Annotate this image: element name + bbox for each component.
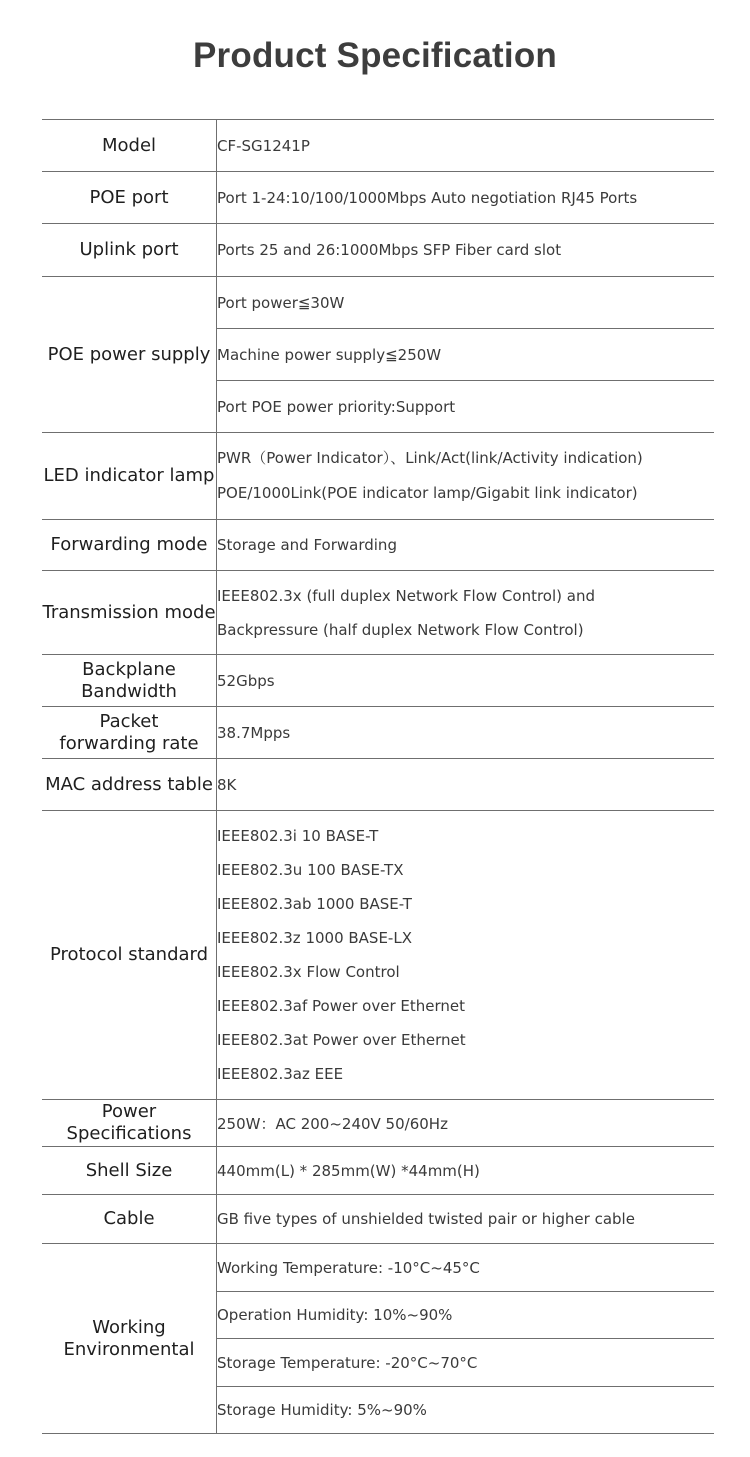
spec-label: Backplane Bandwidth [42, 655, 217, 707]
spec-row-power-specifications [42, 1100, 714, 1147]
spec-value-line: IEEE802.3i 10 BASE-T [217, 827, 379, 845]
spec-value-line: Backpressure (half duplex Network Flow Control) [217, 620, 584, 639]
spec-label: Protocol standard [42, 811, 217, 1100]
spec-row-transmission-mode [42, 571, 714, 655]
spec-label: LED indicator lamp [42, 433, 217, 520]
spec-value: CF-SG1241P [217, 120, 715, 172]
spec-value-line: IEEE802.3z 1000 BASE-LX [217, 929, 412, 947]
spec-row-forwarding-mode [42, 520, 714, 571]
spec-row-working-environmental [42, 1244, 714, 1292]
spec-label: Shell Size [42, 1147, 217, 1195]
spec-label: MAC address table [42, 759, 217, 811]
spec-row-packet-forwarding-rate [42, 707, 714, 759]
page-title: Product Specification [193, 36, 557, 75]
spec-row-protocol-standard [42, 811, 714, 1100]
spec-value-line: IEEE802.3az EEE [217, 1065, 344, 1083]
spec-label: Forwarding mode [42, 520, 217, 571]
spec-label: POE port [42, 172, 217, 224]
spec-row-model [42, 120, 714, 172]
spec-value [217, 571, 715, 655]
spec-label: Uplink port [42, 224, 217, 277]
spec-label: Transmission mode [42, 571, 217, 655]
spec-value-line: IEEE802.3x (full duplex Network Flow Control) and [217, 586, 595, 605]
spec-label: Working Environmental [42, 1244, 217, 1434]
spec-value: Ports 25 and 26:1000Mbps SFP Fiber card slot [217, 224, 715, 277]
spec-value: Port power≦30W [217, 277, 715, 329]
spec-value-line: PWR（Power Indicator）、Link/Act(link/Activity indication) [217, 449, 643, 467]
spec-label: Model [42, 120, 217, 172]
spec-table [42, 119, 714, 1434]
spec-value-line: IEEE802.3u 100 BASE-TX [217, 861, 404, 879]
spec-value-line: IEEE802.3x Flow Control [217, 963, 400, 981]
spec-label: Cable [42, 1195, 217, 1244]
spec-row-poe-power-supply [42, 277, 714, 329]
spec-value: Port POE power priority:Support [217, 381, 715, 433]
spec-label: Power Specifications [42, 1100, 217, 1147]
spec-value: Working Temperature: -10°C~45°C [217, 1244, 715, 1292]
spec-value: 52Gbps [217, 655, 715, 707]
spec-value-line: POE/1000Link(POE indicator lamp/Gigabit link indicator) [217, 484, 638, 502]
spec-value: GB five types of unshielded twisted pair or higher cable [217, 1195, 715, 1244]
spec-row-uplink-port [42, 224, 714, 277]
spec-value-line: IEEE802.3at Power over Ethernet [217, 1031, 466, 1049]
spec-label: POE power supply [42, 277, 217, 433]
spec-value: 38.7Mpps [217, 707, 715, 759]
spec-row-backplane-bandwidth [42, 655, 714, 707]
spec-value: Storage Temperature: -20°C~70°C [217, 1339, 715, 1387]
spec-value: Operation Humidity: 10%~90% [217, 1292, 715, 1339]
spec-value: Storage and Forwarding [217, 520, 715, 571]
spec-value-line: IEEE802.3ab 1000 BASE-T [217, 895, 412, 913]
spec-value: Storage Humidity: 5%~90% [217, 1387, 715, 1434]
spec-value [217, 811, 715, 1100]
spec-value: Machine power supply≦250W [217, 329, 715, 381]
spec-row-mac-address-table [42, 759, 714, 811]
spec-row-poe-port [42, 172, 714, 224]
spec-row-cable [42, 1195, 714, 1244]
spec-value [217, 433, 715, 520]
spec-value: Port 1-24:10/100/1000Mbps Auto negotiation RJ45 Ports [217, 172, 715, 224]
spec-row-shell-size [42, 1147, 714, 1195]
spec-label: Packet forwarding rate [42, 707, 217, 759]
spec-value: 440mm(L) * 285mm(W) *44mm(H) [217, 1147, 715, 1195]
spec-value: 8K [217, 759, 715, 811]
spec-row-led-indicator [42, 433, 714, 520]
spec-value-line: IEEE802.3af Power over Ethernet [217, 997, 465, 1015]
spec-value: 250W：AC 200~240V 50/60Hz [217, 1100, 715, 1147]
